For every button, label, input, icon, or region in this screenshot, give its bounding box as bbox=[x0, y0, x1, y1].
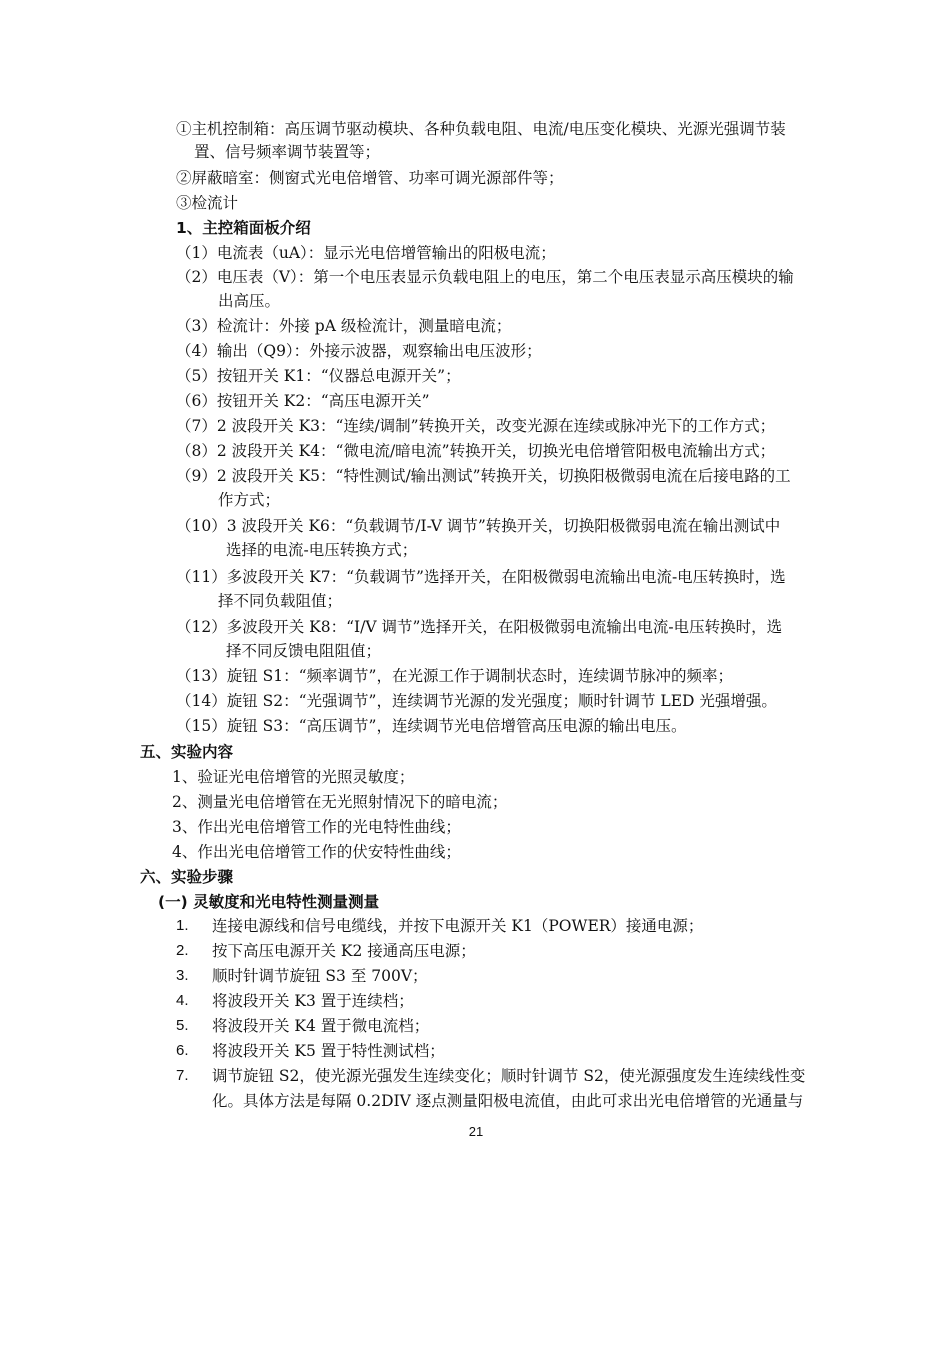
panel-item: （14）旋钮 S2：“光强调节”，连续调节光源的发光强度；顺时针调节 LED 光强增强。 bbox=[176, 692, 777, 710]
panel-item-continuation: 选择的电流-电压转换方式； bbox=[226, 541, 418, 559]
panel-item: （15）旋钮 S3：“高压调节”，连续调节光电倍增管高压电源的输出电压。 bbox=[176, 717, 687, 735]
content-item: 2、测量光电倍增管在无光照射情况下的暗电流； bbox=[172, 793, 508, 811]
content-item: 3、作出光电倍增管工作的光电特性曲线； bbox=[172, 818, 461, 836]
step-text: 调节旋钮 S2，使光源光强发生连续变化；顺时针调节 S2，使光源强度发生连续线性变 bbox=[212, 1067, 806, 1085]
step-text: 连接电源线和信号电缆线，并按下电源开关 K1（POWER）接通电源； bbox=[212, 917, 704, 935]
panel-item: （12）多波段开关 K8：“I/V 调节”选择开关，在阳极微弱电流输出电流-电压转换时，选 bbox=[176, 618, 783, 636]
panel-item: （4）输出（Q9）：外接示波器，观察输出电压波形； bbox=[176, 342, 542, 360]
content-item: 1、验证光电倍增管的光照灵敏度； bbox=[172, 768, 415, 786]
sub-heading: (一) 灵敏度和光电特性测量测量 bbox=[158, 893, 380, 911]
step-text: 将波段开关 K4 置于微电流档； bbox=[212, 1017, 430, 1035]
step-number: 6. bbox=[176, 1042, 189, 1059]
step-number: 1. bbox=[176, 917, 189, 934]
section-heading-content: 五、实验内容 bbox=[140, 743, 234, 761]
panel-item: （6）按钮开关 K2：“高压电源开关” bbox=[176, 392, 430, 410]
panel-item-continuation: 出高压。 bbox=[218, 292, 281, 310]
panel-item-continuation: 作方式； bbox=[218, 491, 281, 509]
panel-item-continuation: 择不同负载阻值； bbox=[218, 592, 343, 610]
step-number: 7. bbox=[176, 1067, 189, 1084]
panel-heading: 1、主控箱面板介绍 bbox=[176, 219, 311, 237]
step-text: 顺时针调节旋钮 S3 至 700V； bbox=[212, 967, 428, 985]
page-number: 21 bbox=[468, 1124, 484, 1139]
step-text: 将波段开关 K3 置于连续档； bbox=[212, 992, 414, 1010]
step-number: 5. bbox=[176, 1017, 189, 1034]
section-heading-steps: 六、实验步骤 bbox=[140, 868, 234, 886]
panel-item: （7）2 波段开关 K3：“连续/调制”转换开关，改变光源在连续或脉冲光下的工作方式； bbox=[176, 417, 776, 435]
panel-item-continuation: 择不同反馈电阻阻值； bbox=[226, 642, 382, 660]
step-text-continuation: 化。具体方法是每隔 0.2DIV 逐点测量阳极电流值，由此可求出光电倍增管的光通量与 bbox=[212, 1092, 804, 1110]
panel-item: （2）电压表（V）：第一个电压表显示负载电阻上的电压，第二个电压表显示高压模块的输 bbox=[176, 268, 794, 286]
panel-item: （3）检流计：外接 pA 级检流计，测量暗电流； bbox=[176, 317, 512, 335]
panel-item: （5）按钮开关 K1：“仪器总电源开关”； bbox=[176, 367, 461, 385]
panel-item: （8）2 波段开关 K4：“微电流/暗电流”转换开关，切换光电倍增管阳极电流输出方式； bbox=[176, 442, 776, 460]
step-number: 3. bbox=[176, 967, 189, 984]
equipment-line: ①主机控制箱：高压调节驱动模块、各种负载电阻、电流/电压变化模块、光源光强调节装 bbox=[176, 120, 786, 138]
equipment-line: 置、信号频率调节装置等； bbox=[194, 143, 381, 161]
step-number: 2. bbox=[176, 942, 189, 959]
panel-item: （1）电流表（uA）：显示光电倍增管输出的阳极电流； bbox=[176, 244, 556, 262]
content-item: 4、作出光电倍增管工作的伏安特性曲线； bbox=[172, 843, 461, 861]
panel-item: （11）多波段开关 K7：“负载调节”选择开关，在阳极微弱电流输出电流-电压转换时，选 bbox=[176, 568, 786, 586]
panel-item: （10）3 波段开关 K6：“负载调节/I-V 调节”转换开关，切换阳极微弱电流在输出测试中 bbox=[176, 517, 781, 535]
step-number: 4. bbox=[176, 992, 189, 1009]
equipment-line: ②屏蔽暗室：侧窗式光电倍增管、功率可调光源部件等； bbox=[176, 169, 564, 187]
equipment-line: ③检流计 bbox=[176, 194, 239, 212]
panel-item: （9）2 波段开关 K5：“特性测试/输出测试”转换开关，切换阳极微弱电流在后接电路的工 bbox=[176, 467, 791, 485]
panel-item: （13）旋钮 S1：“频率调节”，在光源工作于调制状态时，连续调节脉冲的频率； bbox=[176, 667, 733, 685]
step-text: 按下高压电源开关 K2 接通高压电源； bbox=[212, 942, 476, 960]
step-text: 将波段开关 K5 置于特性测试档； bbox=[212, 1042, 445, 1060]
